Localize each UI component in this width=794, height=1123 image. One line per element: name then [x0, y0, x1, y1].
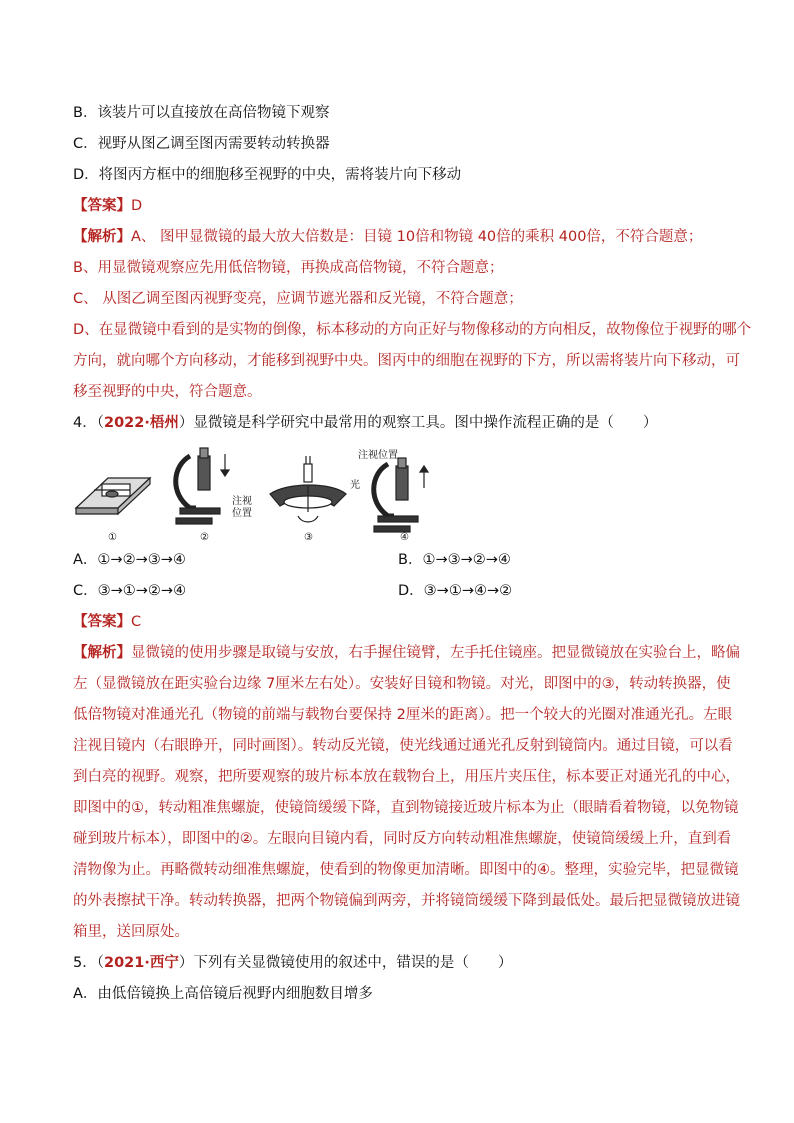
answer-tag: 【答案】 — [73, 198, 131, 214]
label-step-3: ③ — [304, 532, 313, 543]
answer-tag: 【答案】 — [73, 614, 131, 630]
label-gaze: 注视 — [232, 496, 252, 507]
answer-line — [73, 612, 723, 632]
option-c: C．视野从图乙调至图丙需要转动转换器 — [73, 136, 330, 152]
label-step-2: ② — [200, 532, 209, 543]
analysis-tag: 【解析】 — [73, 645, 131, 661]
analysis-line: 碰到玻片标本），即图中的②。左眼向目镜内看，同时反方向转动粗准焦螺旋，使镜筒缓缓上升，直到看 — [73, 831, 732, 847]
analysis-tag: 【解析】 — [73, 229, 131, 245]
label-gaze-position: 注视位置 — [358, 450, 398, 461]
answer-line — [73, 196, 723, 216]
question-number: 4．（ — [73, 415, 104, 431]
answer-value: C — [131, 614, 142, 630]
analysis-text: 显微镜的使用步骤是取镜与安放，右手握住镜臂，左手托住镜座。把显微镜放在实验台上，略偏 — [131, 645, 740, 661]
step-1-diagram — [76, 478, 150, 514]
answer-value: D — [131, 198, 143, 214]
step-2-diagram — [176, 448, 229, 524]
analysis-line: 清物像为止。再略微转动细准焦螺旋，使看到的物像更加清晰。即图中的④。整理，实验完毕，把显微镜 — [73, 862, 739, 878]
question-source: 2022·梧州 — [103, 415, 179, 431]
question-5-stem — [73, 953, 723, 973]
analysis-line: D、在显微镜中看到的是实物的倒像，标本移动的方向正好与物像移动的方向相反，故物像位于视野的哪个 — [73, 322, 752, 338]
question-source: 2021·西宁 — [103, 955, 179, 971]
question-number: 5．（ — [73, 955, 104, 971]
step-4-diagram — [374, 458, 428, 532]
question-4-stem — [73, 413, 723, 433]
analysis-line: 方向，就向哪个方向移动，才能移到视野中央。图丙中的细胞在视野的下方，所以需将装片向下移动，可 — [73, 353, 740, 369]
figure-drawing — [72, 446, 442, 546]
option-d: D．③→①→④→② — [398, 583, 513, 599]
analysis-line: 到白亮的视野。观察，把所要观察的玻片标本放在载物台上，用压片夹压住，标本要正对通光孔的中心， — [73, 769, 740, 785]
step-3-diagram — [270, 456, 346, 522]
analysis-line: 移至视野的中央，符合题意。 — [73, 384, 262, 400]
analysis-text: A、 图甲显微镜的最大放大倍数是：目镜 10倍和物镜 40倍的乘积 400倍，不符合题意； — [131, 229, 703, 245]
label-position: 位置 — [232, 508, 252, 519]
analysis-line — [73, 227, 723, 247]
analysis-line: B、用显微镜观察应先用低倍物镜，再换成高倍物镜，不符合题意； — [73, 260, 504, 276]
option-b: B．该装片可以直接放在高倍物镜下观察 — [73, 105, 330, 121]
option-b: B．①→③→②→④ — [398, 552, 511, 568]
analysis-line: 左（显微镜放在距实验台边缘 7厘米左右处）。安装好目镜和物镜。对光，即图中的③，转动转换器，使 — [73, 676, 731, 692]
option-a: A．由低倍镜换上高倍镜后视野内细胞数目增多 — [73, 986, 373, 1002]
analysis-line: C、 从图乙调至图丙视野变亮，应调节遮光器和反光镜，不符合题意； — [73, 291, 523, 307]
analysis-line: 低倍物镜对准通光孔（物镜的前端与载物台要保持 2厘米的距离）。把一个较大的光圈对准通光孔。左眼 — [73, 707, 733, 723]
label-step-4: ④ — [400, 532, 409, 543]
option-d: D．将图丙方框中的细胞移至视野的中央，需将装片向下移动 — [73, 167, 462, 183]
analysis-line — [73, 643, 740, 663]
option-a: A．①→②→③→④ — [73, 552, 186, 568]
option-c: C．③→①→②→④ — [73, 583, 187, 599]
analysis-line: 的外表擦拭干净。转动转换器，把两个物镜偏到两旁，并将镜筒缓缓下降到最低处。最后把显微镜放进镜 — [73, 893, 740, 909]
label-light: 光 — [350, 480, 360, 491]
analysis-line: 即图中的①，转动粗准焦螺旋，使镜筒缓缓下降，直到物镜接近玻片标本为止（眼睛看着物镜，以免物镜 — [73, 800, 739, 816]
question-text: ）显微镜是科学研究中最常用的观察工具。图中操作流程正确的是（ ） — [178, 415, 658, 431]
analysis-line: 注视目镜内（右眼睁开，同时画图）。转动反光镜，使光线通过通光孔反射到镜筒内。通过目镜，可以看 — [73, 738, 733, 754]
analysis-line: 箱里，送回原处。 — [73, 924, 189, 940]
label-step-1: ① — [108, 532, 117, 543]
question-text: ）下列有关显微镜使用的叙述中，错误的是（ ） — [178, 955, 513, 971]
microscope-procedure-figure — [72, 446, 442, 546]
